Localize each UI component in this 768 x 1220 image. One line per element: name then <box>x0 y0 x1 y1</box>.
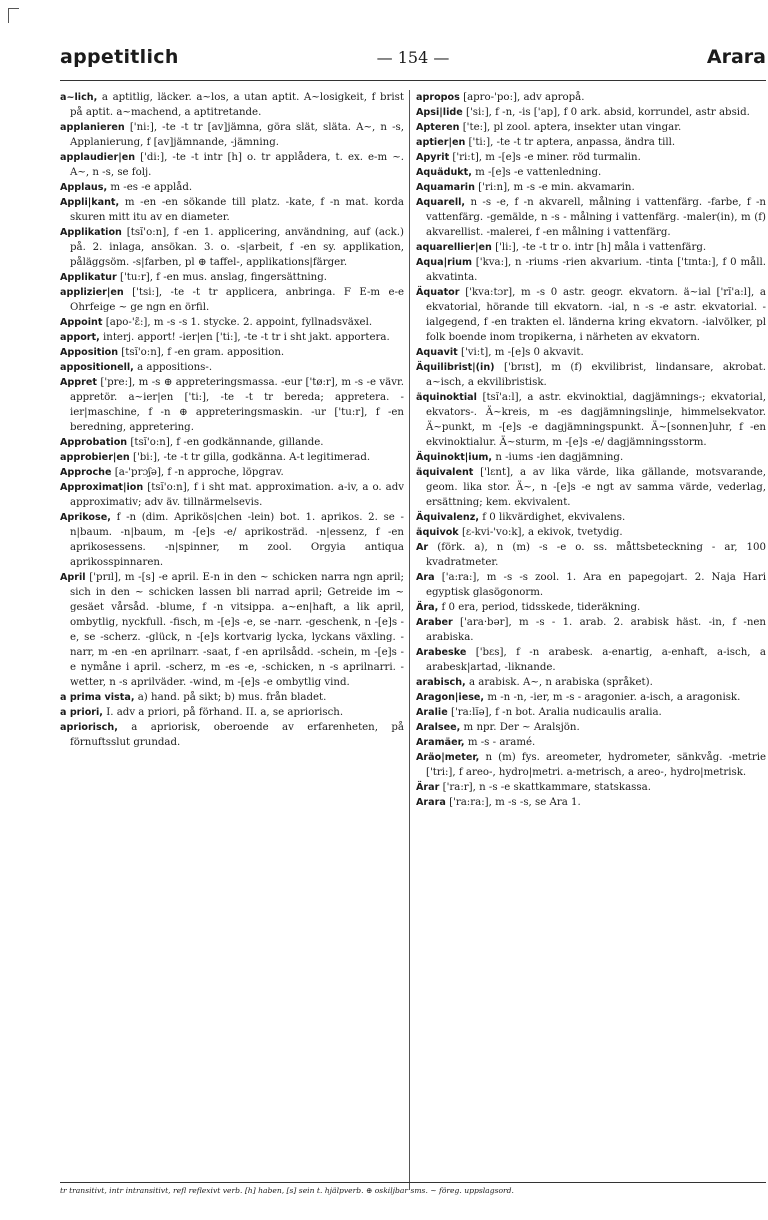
entry-definition: ['lɛnt], a av lika värde, lika gällande, motsvarande, geom. lika stor. Ä~, n -[e]s -e ngt av samma värde, vederlag, ersättning; kem. ekvivalent. <box>426 467 766 508</box>
entry-headword: Arara <box>416 797 446 808</box>
entry-definition: ['vi:t], m -[e]s 0 akvavit. <box>460 347 584 358</box>
entry-headword: Aralsee, <box>416 722 461 733</box>
entry-headword: Aquädukt, <box>416 167 472 178</box>
entry-definition: ['ra:ra:], m -s -s, se Ara 1. <box>449 797 581 808</box>
entry-definition: ['ara·bər], m -s - 1. arab. 2. arabisk häst. -in, f -nen arabiska. <box>426 617 766 643</box>
dictionary-entry <box>416 780 766 795</box>
crop-mark <box>8 8 19 23</box>
entry-definition: a apriorisk, oberoende av erfarenheten, på förnuftsslut grundad. <box>70 722 404 748</box>
entry-headword: appositionell, <box>60 362 134 373</box>
entry-definition: [tsĭ'o:n], f -en gram. apposition. <box>121 347 285 358</box>
entry-definition: ['ri:t], m -[e]s -e miner. röd turmalin. <box>452 152 641 163</box>
dictionary-entry <box>416 690 766 705</box>
entry-headword: Araber <box>416 617 453 628</box>
entry-headword: äquinoktial <box>416 392 477 403</box>
entry-definition: ['ni:], -te -t tr [av]jämna, göra slät, släta. A~, n -s, Applanierung, f [av]jämnande, -jämning. <box>70 122 404 148</box>
dictionary-entry <box>60 510 404 570</box>
entry-headword: Aragon|iese, <box>416 692 485 703</box>
entry-headword: applizier|en <box>60 287 124 298</box>
entry-headword: Aprikose, <box>60 512 111 523</box>
entry-definition: m -es -e applåd. <box>110 182 193 193</box>
entry-headword: Aralie <box>416 707 448 718</box>
entry-headword: aptier|en <box>416 137 466 148</box>
dictionary-entry <box>416 600 766 615</box>
entry-definition: I. adv a priori, på förhand. II. a, se apriorisch. <box>106 707 344 718</box>
entry-definition: [tsĭ'o:n], f i sht mat. approximation. a-iv, a o. adv approximativ; adv äv. tillnärmelsevis. <box>70 482 404 508</box>
entry-definition: ['kva:tɔr], m -s 0 astr. geogr. ekvatorn. ä~ial ['rĭ'a:l], a ekvatorial, hörande till ekvatorn. -ial, n -s -e astr. ekvatorial. -ialgegend, f -en trakten el. länderna kring ekvatorn. -ialvölker, pl folk boende inom tropikerna, i närheten av ekvatorn. <box>426 287 766 343</box>
entry-headword: approbier|en <box>60 452 130 463</box>
dictionary-entry <box>416 750 766 780</box>
entry-definition: m -s - aramé. <box>467 737 536 748</box>
dictionary-entry <box>416 105 766 120</box>
entry-headword: Ära, <box>416 602 439 613</box>
entry-headword: Apyrit <box>416 152 450 163</box>
entry-headword: apport, <box>60 332 100 343</box>
entry-definition: f 0 likvärdighet, ekvivalens. <box>482 512 626 523</box>
dictionary-entry <box>416 390 766 450</box>
entry-headword: Apsi|lide <box>416 107 463 118</box>
dictionary-entry <box>416 465 766 510</box>
entry-headword: Ärar <box>416 782 440 793</box>
dictionary-entry <box>60 705 404 720</box>
entry-definition: ['tsi:], -te -t tr applicera, anbringa. F E-m e-e Ohrfeige ~ ge ngn en örfil. <box>70 287 404 313</box>
entry-definition: interj. apport! -ier|en ['ti:], -te -t tr i sht jakt. apportera. <box>103 332 390 343</box>
dictionary-entry <box>416 705 766 720</box>
entry-definition: ['kva:], n -riums -rien akvarium. -tinta ['tɪnta:], f 0 måll. akvatinta. <box>426 257 766 283</box>
page-header <box>60 46 766 74</box>
entry-definition: m -n -n, -ier, m -s - aragonier. a-isch, a aragonisk. <box>487 692 741 703</box>
entry-headword: Applikatur <box>60 272 117 283</box>
header-rule <box>60 80 766 81</box>
entry-definition: ['di:], -te -t intr [h] o. tr applådera, t. ex. e-m ~. A~, n -s, se folj. <box>70 152 404 178</box>
entry-definition: a aptitlig, läcker. a~los, a utan aptit. A~losigkeit, f brist på aptit. a~machend, a aptitretande. <box>70 92 404 118</box>
entry-definition: ['a:ra:], m -s -s zool. 1. Ara en papegojart. 2. Naja Hari egyptisk glasögonorm. <box>426 572 766 598</box>
entry-headword: Approche <box>60 467 112 478</box>
dictionary-entry <box>416 285 766 345</box>
entry-definition: ['bi:], -te -t tr gilla, godkänna. A-t legitimerad. <box>133 452 371 463</box>
entry-headword: Aquarell, <box>416 197 466 208</box>
entry-definition: ['ra:lĭə], f -n bot. Aralia nudicaulis aralia. <box>450 707 662 718</box>
dictionary-entry <box>416 510 766 525</box>
entry-headword: Aräo|meter, <box>416 752 480 763</box>
dictionary-entry <box>60 375 404 435</box>
entry-definition: [tsĭ'o:n], f -en 1. applicering, användning, auf (ack.) på. 2. inlaga, ansökan. 3. o. -s|arbeit, f -en sy. applikation, påläggsöm. -s|farben, pl ⊕ taffel-, applikations|färger. <box>70 227 404 268</box>
entry-definition: ['ra:r], n -s -e skattkammare, statskassa. <box>442 782 651 793</box>
entry-definition: [apo-'ε̃:], m -s -s 1. stycke. 2. appoint, fyllnadsväxel. <box>105 317 373 328</box>
entry-headword: apriorisch, <box>60 722 118 733</box>
dictionary-entry <box>416 675 766 690</box>
entry-headword: Apteren <box>416 122 460 133</box>
entry-headword: Äquinokt|ium, <box>416 452 493 463</box>
dictionary-entry <box>60 360 404 375</box>
entry-definition: a appositions-. <box>137 362 213 373</box>
entry-headword: Aquavit <box>416 347 458 358</box>
right-column <box>416 90 766 1190</box>
dictionary-entry <box>60 180 404 195</box>
entry-headword: Aqua|rium <box>416 257 472 268</box>
dictionary-entry <box>416 450 766 465</box>
dictionary-entry <box>416 615 766 645</box>
entry-headword: Aramäer, <box>416 737 465 748</box>
column-divider <box>409 90 410 1190</box>
entry-definition: f -n (dim. Aprikös|chen -lein) bot. 1. aprikos. 2. se -n|baum. -n|baum, m -[e]s -e/ aprikosträd. -n|essenz, f -en aprikosessens. -n|spinner, m zool. Orgyia antiqua aprikosspinnaren. <box>70 512 404 568</box>
dictionary-entry <box>416 120 766 135</box>
dictionary-entry <box>416 795 766 810</box>
entry-headword: Appoint <box>60 317 103 328</box>
entry-definition: [ε-kvi-'vo:k], a ekivok, tvetydig. <box>461 527 623 538</box>
dictionary-entry <box>416 165 766 180</box>
entry-definition: ['pre:], m -s ⊕ appreteringsmassa. -eur ['tø:r], m -s -e vävr. appretör. a~ier|en ['ti:], -te -t tr bereda; appretera. -ier|maschine, f -n ⊕ appreteringsmaskin. -ur ['tu:r], f -en beredning, appretering. <box>70 377 404 433</box>
footer-rule <box>60 1182 766 1183</box>
dictionary-entry <box>60 570 404 690</box>
entry-headword: Applaus, <box>60 182 108 193</box>
entry-headword: apropos <box>416 92 460 103</box>
entry-headword: arabisch, <box>416 677 466 688</box>
entry-definition: ['ti:], -te -t tr aptera, anpassa, ändra till. <box>468 137 676 148</box>
entry-headword: April <box>60 572 86 583</box>
entry-headword: Arabeske <box>416 647 467 658</box>
entry-definition: ['li:], -te -t tr o. intr [h] måla i vattenfärg. <box>495 242 707 253</box>
entry-definition: ['si:], f -n, -is ['ap], f 0 ark. absid, korrundel, astr absid. <box>466 107 750 118</box>
abbreviation-legend: tr transitivt, intr intransitivt, refl reflexivt verb. [h] haben, [s] sein t. hjälpverb. ⊕ oskiljbar sms. ~ föreg. uppslagsord. <box>60 1186 514 1195</box>
entry-definition: n -iums -ien dagjämning. <box>495 452 624 463</box>
dictionary-entry <box>60 120 404 150</box>
dictionary-entry <box>60 465 404 480</box>
entry-definition: [tsĭ'o:n], f -en godkännande, gillande. <box>130 437 324 448</box>
entry-definition: [apro-'po:], adv apropå. <box>463 92 585 103</box>
entry-definition: a) hand. på sikt; b) mus. från bladet. <box>137 692 327 703</box>
dictionary-entry <box>416 345 766 360</box>
dictionary-entry <box>60 225 404 270</box>
entry-headword: Appli|kant, <box>60 197 120 208</box>
entry-definition: m -[e]s -e vattenledning. <box>475 167 602 178</box>
entry-definition: ['brɪst], m (f) ekvilibrist, lindansare, akrobat. a~isch, a ekvilibristisk. <box>426 362 766 388</box>
dictionary-entry <box>416 735 766 750</box>
dictionary-entry <box>416 150 766 165</box>
entry-definition: m -en -en sökande till platz. -kate, f -n mat. korda skuren mitt itu av en diameter. <box>70 197 404 223</box>
dictionary-entry <box>416 525 766 540</box>
entry-headword: Apposition <box>60 347 119 358</box>
entry-headword: Äquilibrist|(in) <box>416 362 495 373</box>
dictionary-entry <box>416 540 766 570</box>
dictionary-entry <box>60 435 404 450</box>
dictionary-entry <box>416 720 766 735</box>
dictionary-entry <box>60 345 404 360</box>
entry-headword: Ara <box>416 572 435 583</box>
dictionary-entry <box>60 720 404 750</box>
entry-definition: f 0 era, period, tidsskede, tideräkning. <box>441 602 641 613</box>
entry-headword: Approbation <box>60 437 128 448</box>
entry-headword: Äquator <box>416 287 460 298</box>
dictionary-entry <box>416 195 766 240</box>
dictionary-entry <box>60 315 404 330</box>
entry-definition: m npr. Der ~ Aralsjön. <box>463 722 580 733</box>
dictionary-entry <box>60 270 404 285</box>
dictionary-entry <box>60 690 404 705</box>
entry-definition: ['prɪl], m -[s] -e april. E-n in den ~ schicken narra ngn april; sich in den ~ schicken lassen bli narrad april; Getreide im ~ gesäet vårsåd. -blume, f -n vitsippa. a~en|haft, a lik april, ombytlig, nyckfull. -fisch, m -[e]s -e, se -narr. -geschenk, n -[e]s -e, se -scherz. -glück, n -[e]s kortvarig lycka, lyckans växling. -narr, m -en -en aprilnarr. -saat, f -en aprilsådd. -schein, m -[e]s -e nymåne i april. -scherz, m -es -e, -schicken, n -s aprilnarri. -wetter, n -s aprilväder. -wind, m -[e]s -e ombytlig vind. <box>70 572 404 688</box>
entry-headword: äquivalent <box>416 467 474 478</box>
dictionary-entry <box>416 360 766 390</box>
entry-headword: Ar <box>416 542 429 553</box>
entry-headword: a prima vista, <box>60 692 135 703</box>
dictionary-entry <box>416 180 766 195</box>
left-column <box>60 90 404 1190</box>
dictionary-entry <box>60 90 404 120</box>
entry-definition: ['ri:n], m -s -e min. akvamarin. <box>478 182 635 193</box>
dictionary-entry <box>60 285 404 315</box>
entry-headword: Appret <box>60 377 97 388</box>
entry-headword: a~lich, <box>60 92 98 103</box>
entry-headword: a priori, <box>60 707 103 718</box>
entry-headword: äquivok <box>416 527 459 538</box>
entry-definition: n -s -e, f -n akvarell, målning i vattenfärg. -farbe, f -n vattenfärg. -gemälde, n -s - målning i vattenfärg. -maler(in), m (f) akvarellist. -malerei, f -en målning i vattenfärg. <box>426 197 766 238</box>
header-first-word: appetitlich <box>60 46 179 68</box>
entry-headword: Aquamarin <box>416 182 475 193</box>
entry-definition: [a-'prɔʃə], f -n approche, löpgrav. <box>114 467 284 478</box>
dictionary-entry <box>416 135 766 150</box>
entry-headword: Äquivalenz, <box>416 512 479 523</box>
dictionary-entry <box>60 480 404 510</box>
dictionary-entry <box>416 645 766 675</box>
entry-headword: Applikation <box>60 227 122 238</box>
entry-definition: [tsĭ'a:l], a astr. ekvinoktial, dagjämnings-; ekvatorial, ekvators-. Ä~kreis, m -es dagjämningslinje, himmelsekvator. Ä~punkt, m -[e]s -e dagjämningspunkt. Ä~[sonnen]uhr, f -en ekvinoktialur. Ä~sturm, m -[e]s -e/ dagjämningsstorm. <box>426 392 766 448</box>
entry-definition: ['te:], pl zool. aptera, insekter utan vingar. <box>462 122 682 133</box>
entry-headword: Approximat|ion <box>60 482 144 493</box>
entry-headword: aquarellier|en <box>416 242 492 253</box>
dictionary-entry <box>60 450 404 465</box>
entry-definition: ['tu:r], f -en mus. anslag, fingersättning. <box>120 272 327 283</box>
dictionary-entry <box>60 150 404 180</box>
entry-definition: (förk. a), n (m) -s -e o. ss. måttsbeteckning - ar, 100 kvadratmeter. <box>426 542 766 568</box>
page-number: — 154 — <box>376 48 450 67</box>
dictionary-entry <box>60 330 404 345</box>
header-last-word: Arara <box>706 46 766 68</box>
dictionary-entry <box>416 240 766 255</box>
entry-headword: applanieren <box>60 122 125 133</box>
entry-definition: n (m) fys. areometer, hydrometer, sänkvåg. -metrie ['tri:], f areo-, hydro|metri. a-metrisch, a areo-, hydro|metrisk. <box>426 752 766 778</box>
dictionary-entry <box>416 255 766 285</box>
entry-headword: applaudier|en <box>60 152 136 163</box>
entry-definition: a arabisk. A~, n arabiska (språket). <box>468 677 653 688</box>
dictionary-entry <box>416 90 766 105</box>
entry-definition: ['bɛs], f -n arabesk. a-enartig, a-enhaft, a-isch, a arabesk|artad, -liknande. <box>426 647 766 673</box>
dictionary-entry <box>416 570 766 600</box>
dictionary-entry <box>60 195 404 225</box>
